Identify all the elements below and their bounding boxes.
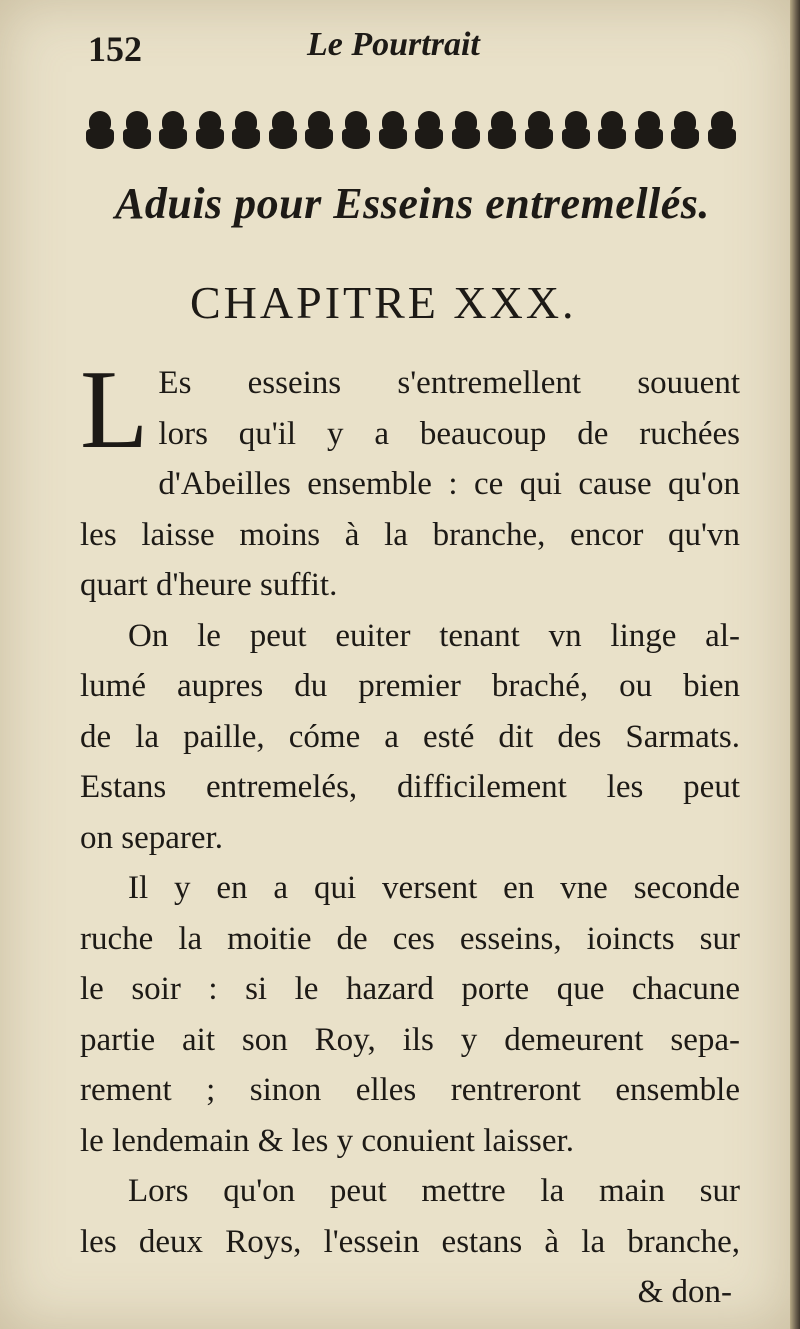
text-line: Il y en a qui versent en vne seconde (128, 870, 740, 906)
section-subtitle: Aduis pour Esseins entremellés. (115, 179, 710, 228)
text-line: les laisse moins à la branche, encor qu'vn (80, 516, 740, 553)
fleuron-icon (379, 109, 407, 151)
fleuron-icon (86, 109, 114, 151)
text-line: d'Abeilles ensemble : ce qui cause qu'on (158, 466, 740, 502)
text-line: lors qu'il y a beaucoup de ruchées (158, 415, 740, 452)
fleuron-icon (159, 109, 187, 151)
drop-cap: L (80, 348, 149, 472)
running-title: Le Pourtrait (307, 26, 480, 63)
text-line: On le peut euiter tenant vn linge al- (128, 617, 740, 654)
text-line: Estans entremelés, difficilement les peut (80, 769, 740, 805)
fleuron-icon (123, 109, 151, 151)
text-line: partie ait son Roy, ils y demeurent sepa- (80, 1021, 740, 1058)
text-line: les deux Roys, l'essein estans à la branche, (80, 1223, 740, 1260)
fleuron-icon (305, 109, 333, 151)
text-line: de la paille, cóme a esté dit des Sarmats. (80, 718, 740, 755)
decorative-ornament-band (86, 104, 736, 156)
text-line: ruche la moitie de ces esseins, ioincts sur (80, 920, 740, 957)
fleuron-icon (452, 109, 480, 151)
fleuron-icon (196, 109, 224, 151)
fleuron-icon (562, 109, 590, 151)
fleuron-icon (598, 109, 626, 151)
page-header (82, 22, 742, 72)
chapter-heading: CHAPITRE XXX. (190, 277, 577, 328)
fleuron-icon (269, 109, 297, 151)
text-line: lumé aupres du premier braché, ou bien (80, 668, 740, 704)
body-text (80, 348, 740, 1318)
text-line: rement ; sinon elles rentreront ensemble (80, 1072, 740, 1108)
fleuron-icon (635, 109, 663, 151)
catchword: & don- (637, 1274, 732, 1310)
text-line: le lendemain & les y conuient laisser. (80, 1122, 574, 1159)
text-line: Lors qu'on peut mettre la main sur (128, 1173, 740, 1209)
fleuron-icon (232, 109, 260, 151)
fleuron-icon (525, 109, 553, 151)
text-line: le soir : si le hazard porte que chacune (80, 971, 740, 1007)
page-edge (790, 0, 800, 1329)
text-line: on separer. (80, 819, 223, 856)
fleuron-icon (671, 109, 699, 151)
fleuron-icon (708, 109, 736, 151)
fleuron-icon (488, 109, 516, 151)
page-number: 152 (88, 29, 142, 69)
text-line: Es esseins s'entremellent souuent (158, 365, 740, 401)
fleuron-icon (415, 109, 443, 151)
text-line: quart d'heure suffit. (80, 567, 338, 603)
fleuron-icon (342, 109, 370, 151)
